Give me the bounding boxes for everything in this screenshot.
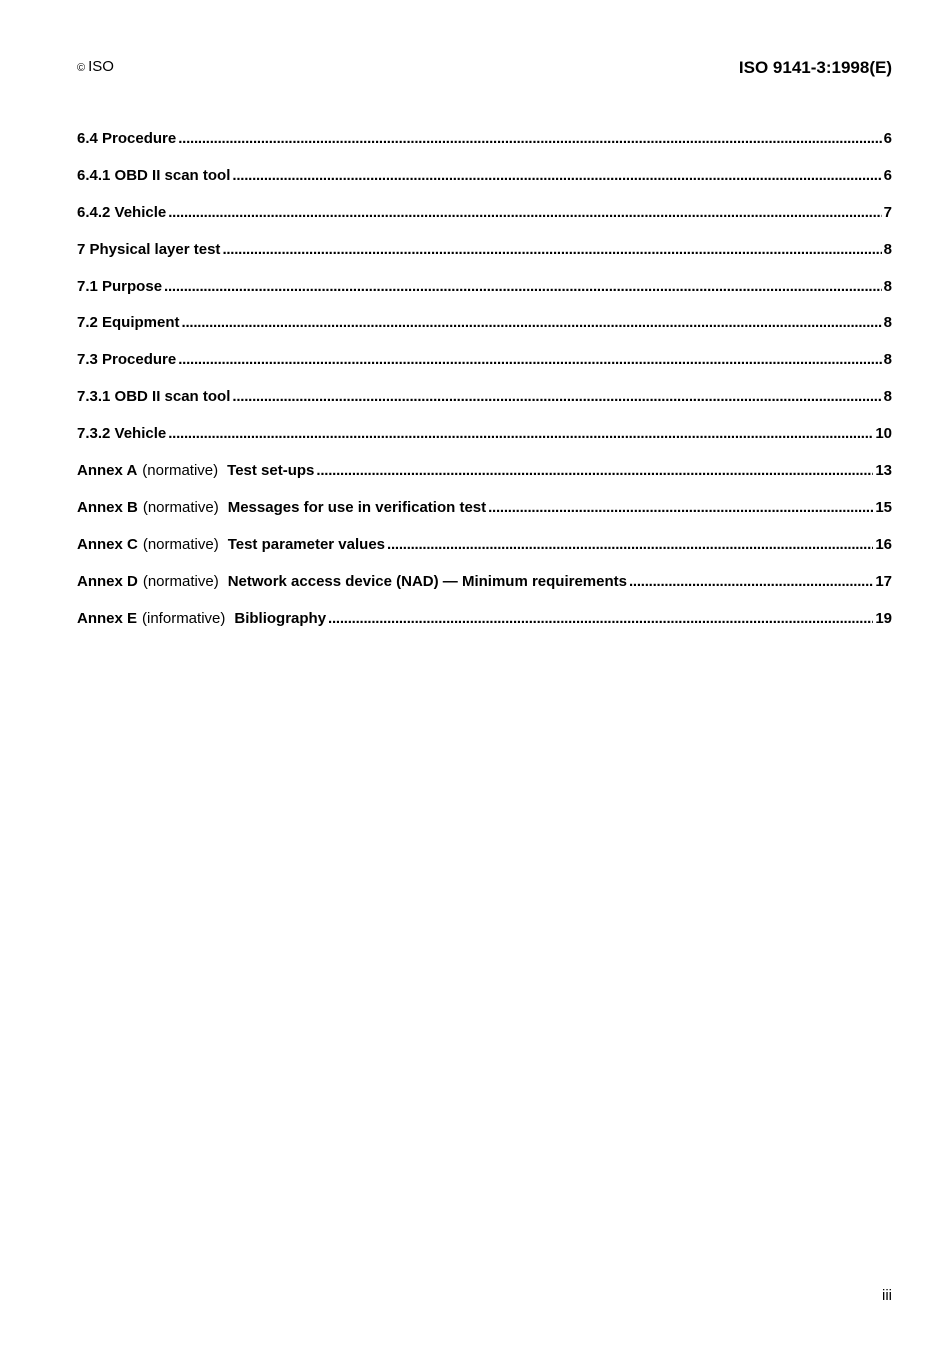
- dot-leader: [232, 167, 881, 184]
- dot-leader: [488, 499, 873, 516]
- toc-entry[interactable]: [77, 167, 892, 204]
- toc-entry-page: 13: [875, 462, 892, 480]
- toc-entry-page: 8: [883, 388, 892, 406]
- annex-title: Network access device (NAD) — Minimum requirements: [227, 572, 627, 590]
- toc-entry-title: 6.4.2 Vehicle: [77, 203, 167, 221]
- page-number: iii: [882, 1287, 892, 1304]
- toc-entry-page: 17: [875, 572, 892, 590]
- toc-entry[interactable]: [77, 130, 892, 167]
- annex-title: Messages for use in verification test: [227, 498, 487, 516]
- dot-leader: [178, 130, 881, 147]
- annex-type: (normative): [142, 462, 219, 480]
- annex-label: Annex A: [77, 462, 138, 480]
- annex-label: Annex C: [77, 535, 138, 553]
- dot-leader: [387, 536, 873, 553]
- toc-entry[interactable]: [77, 425, 892, 462]
- document-id: ISO 9141-3:1998(E): [738, 58, 892, 77]
- annex-title: Bibliography: [234, 609, 327, 627]
- toc-annex-entry[interactable]: [77, 536, 892, 573]
- annex-type: (normative): [142, 572, 219, 590]
- toc-entry-page: 16: [875, 535, 892, 553]
- annex-label: Annex E: [77, 609, 138, 627]
- toc-entry[interactable]: [77, 351, 892, 388]
- toc-entry-title: 7.2 Equipment: [77, 314, 180, 332]
- toc-entry-page: 6: [883, 130, 892, 147]
- toc-entry-title: 7.1 Purpose: [77, 277, 163, 295]
- toc-entry-page: 8: [883, 314, 892, 332]
- toc-entry[interactable]: [77, 314, 892, 351]
- toc-entry[interactable]: [77, 241, 892, 278]
- annex-label: Annex B: [77, 498, 138, 516]
- dot-leader: [182, 314, 882, 331]
- copyright-symbol: ©: [77, 62, 86, 74]
- header-copyright: [77, 58, 114, 75]
- toc-entry-page: 10: [875, 425, 892, 443]
- toc-entry-page: 19: [875, 609, 892, 627]
- annex-title: Test set-ups: [227, 462, 315, 480]
- toc-annex-entry[interactable]: [77, 573, 892, 610]
- toc-entry-title: 7 Physical layer test: [77, 240, 221, 258]
- dot-leader: [629, 573, 873, 590]
- toc-entry-page: 15: [875, 498, 892, 516]
- toc-annex-entry[interactable]: [77, 499, 892, 536]
- toc-entry-page: 8: [883, 277, 892, 295]
- dot-leader: [164, 278, 882, 295]
- annex-type: (informative): [142, 609, 226, 627]
- toc-entry-page: 8: [883, 351, 892, 369]
- toc-entry-page: 8: [883, 240, 892, 258]
- toc-annex-entry[interactable]: [77, 462, 892, 499]
- annex-type: (normative): [142, 535, 219, 553]
- toc-entry-title: 7.3.1 OBD II scan tool: [77, 388, 231, 406]
- toc-entry[interactable]: [77, 388, 892, 425]
- dot-leader: [222, 241, 881, 258]
- toc-entry-title: 6.4 Procedure: [77, 130, 177, 147]
- dot-leader: [168, 425, 873, 442]
- table-of-contents: [77, 130, 892, 646]
- annex-title: Test parameter values: [227, 535, 386, 553]
- toc-entry-title: 7.3.2 Vehicle: [77, 425, 167, 443]
- annex-label: Annex D: [77, 572, 138, 590]
- toc-entry-title: 6.4.1 OBD II scan tool: [77, 166, 231, 184]
- toc-entry-title: 7.3 Procedure: [77, 351, 177, 369]
- dot-leader: [168, 204, 881, 221]
- toc-entry-page: 6: [883, 166, 892, 184]
- annex-type: (normative): [142, 498, 219, 516]
- toc-annex-entry[interactable]: [77, 610, 892, 647]
- dot-leader: [232, 388, 881, 405]
- dot-leader: [178, 351, 881, 368]
- dot-leader: [328, 610, 873, 627]
- header-organization: ISO: [88, 58, 114, 75]
- toc-entry-page: 7: [883, 203, 892, 221]
- dot-leader: [316, 462, 873, 479]
- toc-entry[interactable]: [77, 278, 892, 315]
- toc-entry[interactable]: [77, 204, 892, 241]
